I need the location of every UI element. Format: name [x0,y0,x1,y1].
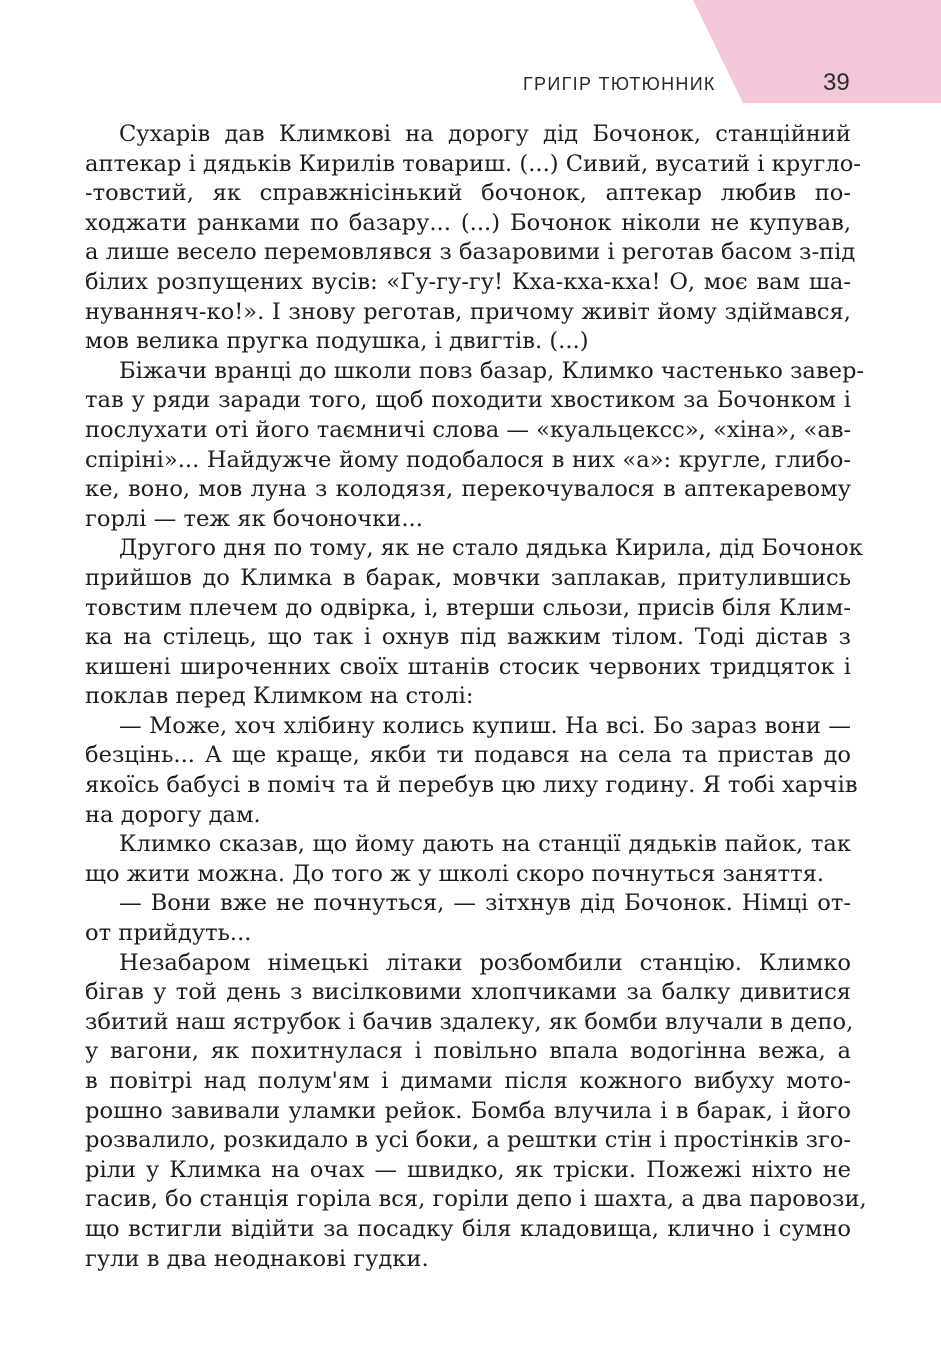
text-line: збитий наш яструбок і бачив здалеку, як бомби влучали в депо, [85,1008,854,1035]
text-line: безцінь... А ще краще, якби ти подався на села та пристав до [85,742,851,769]
text-line: -товстий, як справжнісінький бочонок, аптекар любив по- [85,180,851,207]
text-line: от прийдуть... [85,920,252,947]
text-line: бігав у той день з висілковими хлопчиками за балку дивитися [85,979,851,1006]
paragraph [85,534,863,712]
text-line: а лише весело перемовлявся з базаровими і реготав басом з-під [85,239,856,266]
text-line: що встигли відійти за посадку біля кладовища, клично і сумно [85,1215,851,1242]
paragraph [85,357,865,535]
text-line: горлі — теж як бочоночки... [85,505,423,532]
text-line: ріли у Климка на очах — швидко, як тріски. Пожежі ніхто не [85,1156,851,1183]
paragraph [85,949,867,1275]
page-header [0,0,941,103]
text-line: поклав перед Климком на столі: [85,683,474,710]
text-line: нуванняч-ко!». І знову реготав, причому живіт йому здіймався, [85,298,851,325]
text-line: розвалило, розкидало в усі боки, а рештки стін і простінків зго- [85,1127,851,1154]
page-number: 39 [823,69,850,96]
text-line: Сухарів дав Климкові на дорогу дід Бочонок, станційний [119,121,851,147]
text-line: мов велика пругка подушка, і двигтів. (...) [85,328,589,355]
text-line: якоїсь бабусі в поміч та й перебув цю лиху годину. Я тобі харчів [85,772,858,799]
paragraph [85,120,861,357]
text-line: тав у ряди заради того, щоб походити хвостиком за Бочонком і [85,387,851,414]
text-line: у вагони, як похитнулася і повільно впала водогінна вежа, а [85,1038,851,1065]
text-line: — Може, хоч хлібину колись купиш. На всі. Бо зараз вони — [119,712,851,739]
text-line: кишені широченних своїх штанів стосик червоних тридцяток і [85,653,851,680]
text-line: гули в два неоднакові гудки. [85,1245,429,1272]
text-line: Біжачи вранці до школи повз базар, Климко частенько завер- [119,357,865,384]
running-head: ГРИГІР ТЮТЮННИК [523,74,716,94]
text-line: на дорогу дам. [85,801,261,828]
text-line: рошно завивали уламки рейок. Бомба влучила і в барак, і його [85,1097,851,1124]
text-line: спіріні»... Найдужче йому подобалося в них «а»: кругле, глибо- [85,446,851,473]
text-line: послухати оті його таємничі слова — «куальцексс», «хіна», «ав- [85,416,852,443]
text-line: гасив, бо станція горіла вся, горіли депо і шахта, а два паровози, [85,1186,867,1213]
text-line: Другого дня по тому, як не стало дядька Кирила, дід Бочонок [119,535,863,562]
text-line: прийшов до Климка в барак, мовчки заплакав, притулившись [85,564,851,591]
text-line: Климко сказав, що йому дають на станції дядьків пайок, так [119,831,851,858]
text-line: білих розпущених вусів: «Гу-гу-гу! Кха-кха-кха! О, моє вам ша- [85,268,851,295]
text-line: в повітрі над полум'ям і димами після кожного вибуху мото- [85,1068,851,1094]
text-line: ке, воно, мов луна з колодязя, перекочувалося в аптекаревому [85,476,851,503]
paragraph [85,830,851,889]
text-line: товстим плечем до одвірка, і, втерши сльози, присів біля Клим- [85,594,851,621]
text-line: що жити можна. До того ж у школі скоро почнуться заняття. [85,860,825,887]
text-line: — Вони вже не почнуться, — зітхнув дід Бочонок. Німці от- [119,890,851,917]
paragraph [85,712,858,830]
body-text [85,120,867,1274]
text-line: ка на стілець, що так і охнув під важким тілом. Тоді дістав з [85,624,851,651]
text-line: аптекар і дядьків Кирилів товариш. (...) Сивий, вусатий і кругло- [85,150,861,177]
text-line: ходжати ранками по базару... (...) Бочонок ніколи не купував, [85,209,851,236]
text-line: Незабаром німецькі літаки розбомбили станцію. Климко [119,949,851,976]
paragraph [85,889,851,948]
